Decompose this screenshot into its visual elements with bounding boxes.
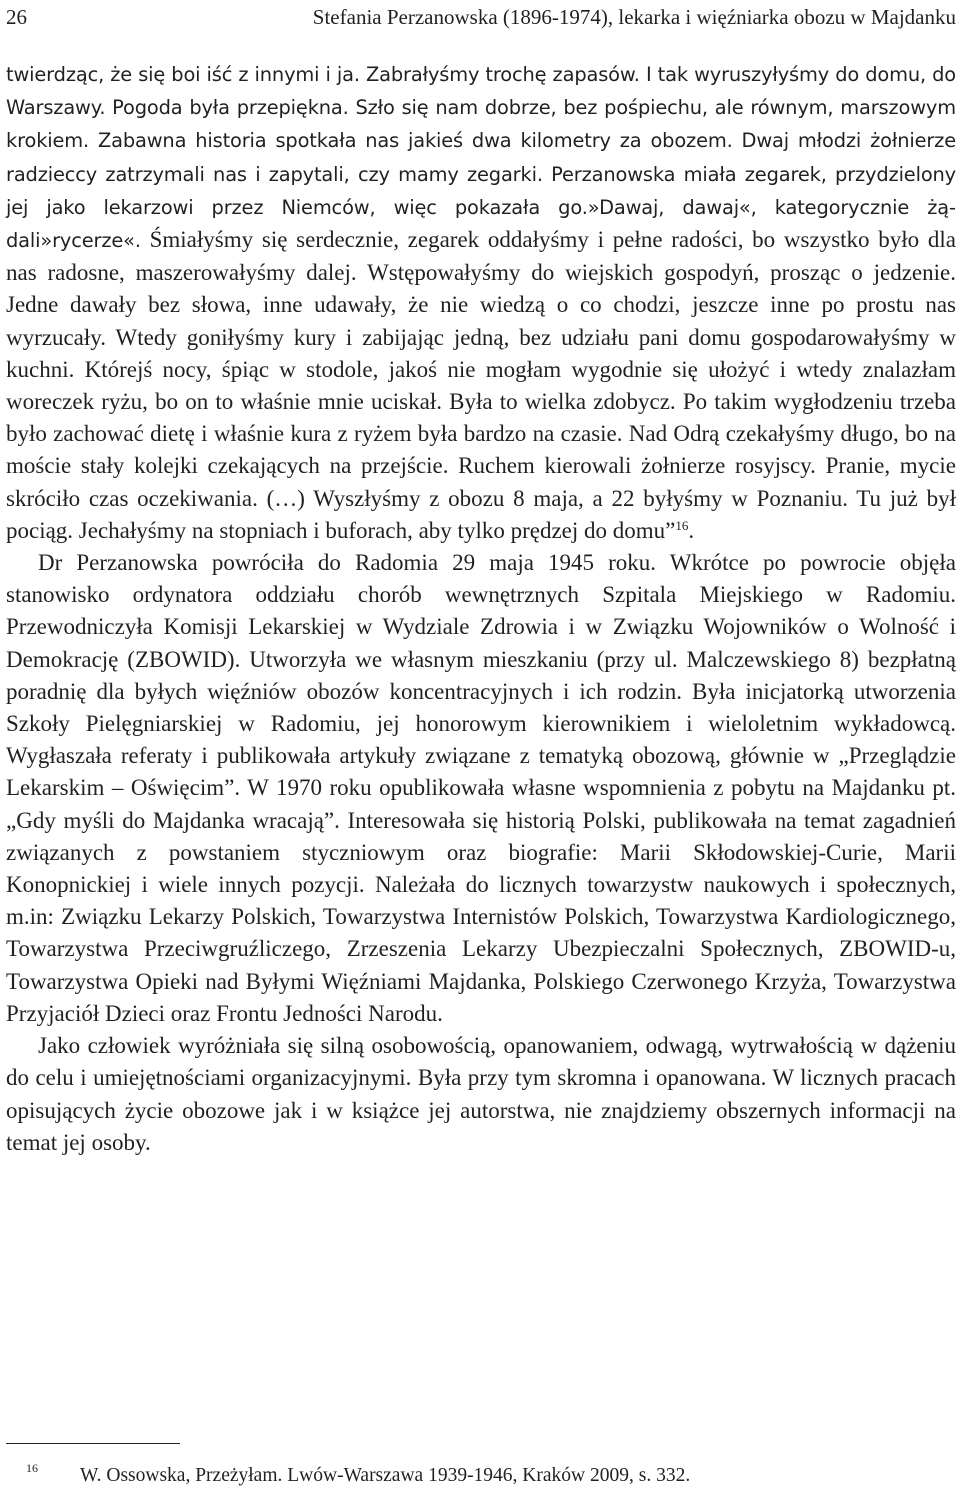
- quote-paragraph: [6, 58, 956, 547]
- footnote-text: W. Ossowska, Przeżyłam. Lwów-Warszawa 1939-1946, Kraków 2009, s. 332.: [80, 1465, 691, 1486]
- page-number: 26: [6, 5, 27, 29]
- footnote-number: 16: [26, 1461, 38, 1475]
- quote-end: .: [688, 517, 695, 543]
- quote-continuation: Śmiałyśmy się serdecznie, zegarek oddałyśmy i pełne radości, bo wszystko było dla nas radosne, maszerowałyśmy dalej. Wstępowałyśmy do wiejskich gospodyń, prosząc o jedzenie. Jedne dawały bez słowa, inne udawały, że nie wiedzą o co chodzi, jeszcze inne po prostu nas wyrzucały. Wtedy goniłyśmy kury i zabijając jedną, bez udziału pani domu gospodarowałyśmy w kuchni. Którejś nocy, śpiąc w stodole, jakoś nie mogłam wygodnie się ułożyć i wtedy znalazłam woreczek ryżu, bo on to właśnie mnie uciskał. Była to wielka zdobycz. Po takim wygłodzeniu trzeba było zachować dietę i właśnie kura z ryżem była bardzo na czasie. Nad Odrą czekałyśmy długo, bo na moście stały kolejki czekających na przejście. Ruchem kierowali żołnierze rosyjscy. Pranie, mycie skróciło czas oczekiwania. (…) Wyszłyśmy z obozu 8 maja, a 22 byłyśmy w Poznaniu. Tu już był pociąg. Jechałyśmy na stopniach i buforach, aby tylko prędzej do domu”: [6, 227, 956, 543]
- paragraph-character: Jako człowiek wyróżniała się silną osobowością, opanowaniem, odwagą, wytrwałością w dążeniu do celu i umiejętnościami organizacyjnymi. Była przy tym skromna i opanowana. W licznych pracach opisujących życie obozowe jak i w książce jej autorstwa, nie znajdziemy obszernych informacji na temat jej osoby.: [6, 1033, 956, 1155]
- body-text: [6, 58, 956, 1159]
- running-title: Stefania Perzanowska (1896-1974), lekarka i więźniarka obozu w Majdanku: [312, 5, 956, 29]
- running-head: [6, 2, 956, 32]
- footnote-rule: [6, 1443, 180, 1444]
- footnote-reference[interactable]: 16: [675, 517, 689, 533]
- book-page: [6, 0, 956, 1495]
- quoted-passage: twierdząc, że się boi iść z innymi i ja. Zabrałyśmy trochę zapasów. I tak wyruszyłyśmy do domu, do Warszawy. Pogoda była przepiękna. Szło się nam dobrze, bez pośpiechu, ale równym, marszowym krokiem. Zabawna historia spotkała nas jakieś dwa kilometry za obozem. Dwaj młodzi żołnierze radzieccy zatrzymali nas i zapytali, czy mamy zegarki. Perzanowska miała zegarek, przydzielony jej jako lekarzowi przez Niemców, więc pokazała go.»Dawaj, dawaj«, kategorycznie żądali»rycerze«.: [6, 63, 956, 253]
- paragraph-career: Dr Perzanowska powróciła do Radomia 29 maja 1945 roku. Wkrótce po powrocie objęła stanowisko ordynatora oddziału chorób wewnętrznych Szpitala Miejskiego w Radomiu. Przewodniczyła Komisji Lekarskiej w Wydziale Zdrowia i w Związku Wojowników o Wolność i Demokrację (ZBOWID). Utworzyła we własnym mieszkaniu (przy ul. Malczewskiego 8) bezpłatną poradnię dla byłych więźniów obozów koncentracyjnych i ich rodzin. Była inicjatorką utworzenia Szkoły Pielęgniarskiej w Radomiu, jej honorowym kierownikiem i wieloletnim wykładowcą. Wygłaszała referaty i publikowała artykuły związane z tematyką obozową, głównie w „Przeglądzie Lekarskim – Oświęcim”. W 1970 roku opublikowała własne wspomnienia z pobytu na Majdanku pt. „Gdy myśli do Majdanka wracają”. Interesowała się historią Polski, publikowała na temat zagadnień związanych z powstaniem styczniowym oraz biografie: Marii Skłodowskiej-Curie, Marii Konopnickiej i wiele innych pozycji. Należała do licznych towarzystw naukowych i społecznych, m.in: Związku Lekarzy Polskich, Towarzystwa Internistów Polskich, Towarzystwa Kardiologicznego, Towarzystwa Przeciwgruźliczego, Zrzeszenia Lekarzy Ubezpieczalni Społecznych, ZBOWID-u, Towarzystwa Opieki nad Byłymi Więźniami Majdanka, Polskiego Czerwonego Krzyża, Towarzystwa Przyjaciół Dzieci oraz Frontu Jedności Narodu.: [6, 550, 956, 1026]
